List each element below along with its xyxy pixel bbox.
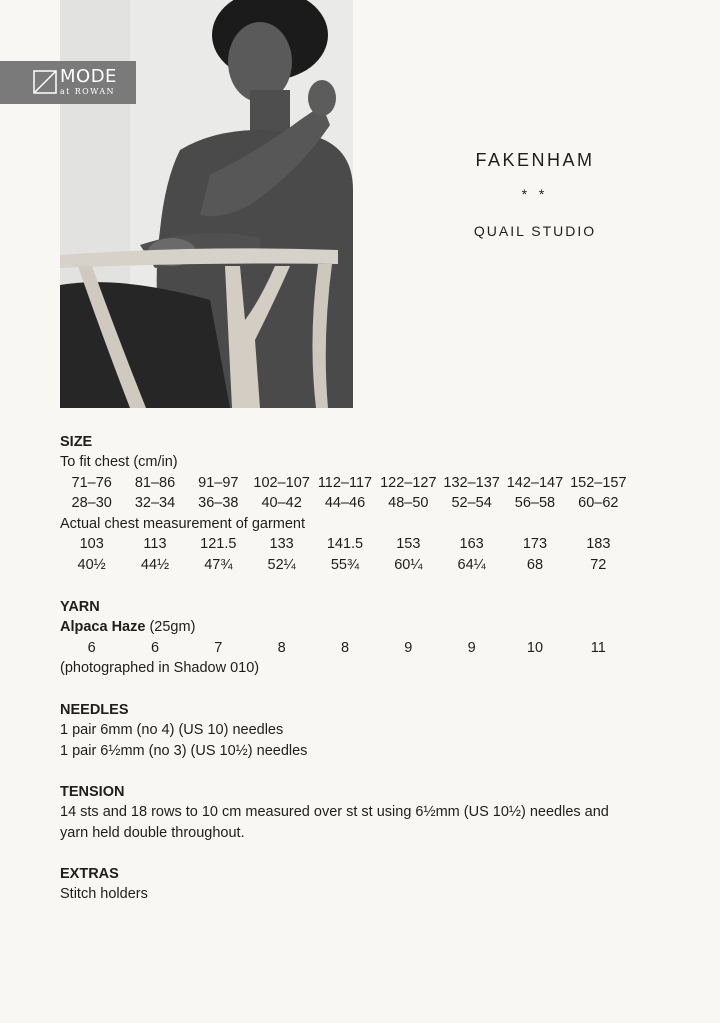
needles-line: 1 pair 6mm (no 4) (US 10) needles bbox=[60, 722, 284, 738]
table-cell: 6 bbox=[150, 639, 160, 656]
table-cell: 133 bbox=[269, 536, 294, 553]
actual-in-row bbox=[60, 555, 630, 576]
yarn-section bbox=[60, 597, 660, 679]
tension-line: yarn held double throughout. bbox=[60, 824, 245, 841]
table-cell: 28–30 bbox=[71, 495, 112, 512]
table-cell: 40½ bbox=[77, 556, 106, 573]
actual-label: Actual chest measurement of garment bbox=[60, 515, 306, 532]
table-cell: 44½ bbox=[140, 556, 170, 573]
fit-label: To fit chest (cm/in) bbox=[60, 454, 178, 470]
table-cell: 122–127 bbox=[380, 474, 437, 491]
needles-line: 1 pair 6½mm (no 3) (US 10½) needles bbox=[60, 742, 308, 759]
table-cell: 48–50 bbox=[388, 495, 429, 512]
table-cell: 11 bbox=[590, 639, 606, 656]
table-cell: 173 bbox=[522, 536, 548, 553]
table-cell: 7 bbox=[214, 639, 223, 656]
fit-cm-row bbox=[60, 473, 630, 494]
table-cell: 91–97 bbox=[198, 474, 239, 491]
tension-line: 14 sts and 18 rows to 10 cm measured over st st using 6½mm (US 10½) needles and bbox=[60, 804, 609, 820]
table-cell: 112–117 bbox=[317, 474, 373, 491]
size-section bbox=[60, 432, 660, 576]
table-cell: 8 bbox=[340, 639, 350, 656]
table-cell: 47¾ bbox=[204, 556, 233, 573]
logo-word: MODE bbox=[60, 66, 117, 87]
table-cell: 183 bbox=[586, 536, 611, 553]
table-cell: 72 bbox=[590, 556, 607, 573]
table-cell: 71–76 bbox=[71, 474, 112, 491]
section-heading: TENSION bbox=[60, 784, 125, 800]
table-cell: 142–147 bbox=[506, 474, 564, 491]
fit-in-row bbox=[60, 493, 630, 514]
table-cell: 81–86 bbox=[134, 474, 176, 491]
section-heading: SIZE bbox=[60, 434, 93, 450]
pattern-title: FAKENHAM bbox=[475, 150, 595, 170]
table-cell: 153 bbox=[396, 536, 421, 553]
section-heading: NEEDLES bbox=[60, 702, 129, 718]
table-cell: 121.5 bbox=[200, 536, 237, 553]
table-cell: 64¼ bbox=[457, 556, 486, 573]
logo-subtitle: at ROWAN bbox=[60, 87, 115, 96]
table-cell: 9 bbox=[404, 639, 413, 656]
yarn-note: (photographed in Shadow 010) bbox=[60, 660, 260, 677]
table-cell: 6 bbox=[87, 639, 96, 656]
table-cell: 102–107 bbox=[253, 474, 310, 491]
table-cell: 152–157 bbox=[570, 474, 627, 491]
table-cell: 32–34 bbox=[134, 495, 176, 512]
yarn-weight: (25gm) bbox=[145, 619, 196, 635]
difficulty-rating: * * bbox=[521, 186, 549, 202]
table-cell: 103 bbox=[79, 536, 104, 553]
table-cell: 141.5 bbox=[326, 536, 364, 553]
logo-mark-icon bbox=[33, 70, 57, 94]
tension-section bbox=[60, 782, 660, 843]
yarn-name: Alpaca Haze bbox=[60, 619, 146, 635]
designer-name: QUAIL STUDIO bbox=[473, 223, 597, 239]
table-cell: 52–54 bbox=[451, 495, 492, 512]
table-cell: 10 bbox=[526, 639, 544, 656]
table-cell: 9 bbox=[467, 639, 476, 656]
table-cell: 40–42 bbox=[261, 495, 302, 512]
actual-cm-row bbox=[60, 534, 630, 555]
table-cell: 56–58 bbox=[514, 495, 556, 512]
yarn-balls-row bbox=[60, 638, 630, 659]
mode-at-rowan-logo bbox=[0, 61, 136, 104]
table-cell: 8 bbox=[277, 639, 286, 656]
section-heading: EXTRAS bbox=[60, 866, 119, 882]
needles-section bbox=[60, 700, 660, 761]
table-cell: 163 bbox=[459, 536, 484, 553]
section-heading: YARN bbox=[60, 599, 100, 615]
table-cell: 132–137 bbox=[443, 474, 500, 491]
table-cell: 60–62 bbox=[578, 495, 619, 512]
extras-section bbox=[60, 864, 660, 905]
table-cell: 60¼ bbox=[394, 556, 423, 573]
table-cell: 55¾ bbox=[330, 556, 360, 573]
extras-line: Stitch holders bbox=[60, 886, 148, 902]
table-cell: 52¼ bbox=[267, 556, 296, 573]
table-cell: 113 bbox=[143, 536, 167, 553]
table-cell: 68 bbox=[526, 556, 544, 573]
table-cell: 44–46 bbox=[324, 495, 366, 512]
yarn-line bbox=[60, 617, 660, 638]
table-cell: 36–38 bbox=[198, 495, 239, 512]
